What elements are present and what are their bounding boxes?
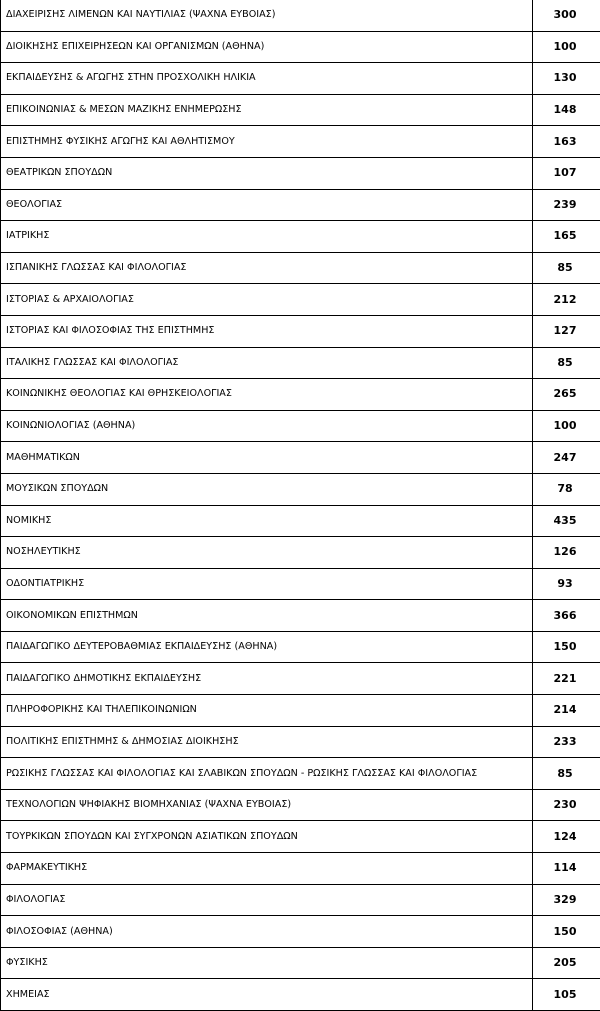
table-row	[1, 726, 600, 758]
table-row	[1, 758, 600, 790]
department-name: ΔΙΟΙΚΗΣΗΣ ΕΠΙΧΕΙΡΗΣΕΩΝ ΚΑΙ ΟΡΓΑΝΙΣΜΩΝ (ΑΘΗΝΑ)	[1, 31, 533, 63]
department-value: 100	[533, 31, 600, 63]
table-row	[1, 94, 600, 126]
table-row	[1, 473, 600, 505]
table-row	[1, 821, 600, 853]
department-value: 126	[533, 537, 600, 569]
table-row	[1, 442, 600, 474]
department-name: ΦΥΣΙΚΗΣ	[1, 947, 533, 979]
table-row	[1, 126, 600, 158]
department-value: 435	[533, 505, 600, 537]
department-name: ΝΟΣΗΛΕΥΤΙΚΗΣ	[1, 537, 533, 569]
table-row	[1, 379, 600, 411]
table-row	[1, 979, 600, 1011]
department-name: ΜΟΥΣΙΚΩΝ ΣΠΟΥΔΩΝ	[1, 473, 533, 505]
department-value: 300	[533, 0, 600, 31]
table-row	[1, 157, 600, 189]
table-row	[1, 31, 600, 63]
table-row	[1, 884, 600, 916]
department-name: ΠΛΗΡΟΦΟΡΙΚΗΣ ΚΑΙ ΤΗΛΕΠΙΚΟΙΝΩΝΙΩΝ	[1, 695, 533, 727]
department-name: ΔΙΑΧΕΙΡΙΣΗΣ ΛΙΜΕΝΩΝ ΚΑΙ ΝΑΥΤΙΛΙΑΣ (ΨΑΧΝΑ ΕΥΒΟΙΑΣ)	[1, 0, 533, 31]
table-row	[1, 284, 600, 316]
department-name: ΘΕΑΤΡΙΚΩΝ ΣΠΟΥΔΩΝ	[1, 157, 533, 189]
table-row	[1, 853, 600, 885]
table-row	[1, 315, 600, 347]
table-row	[1, 600, 600, 632]
department-name: ΠΑΙΔΑΓΩΓΙΚΟ ΔΗΜΟΤΙΚΗΣ ΕΚΠΑΙΔΕΥΣΗΣ	[1, 663, 533, 695]
department-name: ΦΑΡΜΑΚΕΥΤΙΚΗΣ	[1, 853, 533, 885]
department-name: ΠΑΙΔΑΓΩΓΙΚΟ ΔΕΥΤΕΡΟΒΑΘΜΙΑΣ ΕΚΠΑΙΔΕΥΣΗΣ (ΑΘΗΝΑ)	[1, 631, 533, 663]
table-body	[1, 0, 600, 1011]
department-value: 163	[533, 126, 600, 158]
department-name: ΙΣΤΟΡΙΑΣ & ΑΡΧΑΙΟΛΟΓΙΑΣ	[1, 284, 533, 316]
department-value: 127	[533, 315, 600, 347]
department-value: 165	[533, 221, 600, 253]
department-name: ΙΤΑΛΙΚΗΣ ΓΛΩΣΣΑΣ ΚΑΙ ΦΙΛΟΛΟΓΙΑΣ	[1, 347, 533, 379]
department-value: 233	[533, 726, 600, 758]
table-row	[1, 221, 600, 253]
department-value: 105	[533, 979, 600, 1011]
table-row	[1, 0, 600, 31]
table-row	[1, 347, 600, 379]
department-name: ΡΩΣΙΚΗΣ ΓΛΩΣΣΑΣ ΚΑΙ ΦΙΛΟΛΟΓΙΑΣ ΚΑΙ ΣΛΑΒΙΚΩΝ ΣΠΟΥΔΩΝ - ΡΩΣΙΚΗΣ ΓΛΩΣΣΑΣ ΚΑΙ ΦΙΛΟΛΟΓΙΑΣ	[1, 758, 533, 790]
department-name: ΟΙΚΟΝΟΜΙΚΩΝ ΕΠΙΣΤΗΜΩΝ	[1, 600, 533, 632]
department-value: 212	[533, 284, 600, 316]
table-row	[1, 663, 600, 695]
department-value: 100	[533, 410, 600, 442]
table-row	[1, 695, 600, 727]
table-row	[1, 631, 600, 663]
department-value: 85	[533, 347, 600, 379]
department-name: ΕΠΙΚΟΙΝΩΝΙΑΣ & ΜΕΣΩΝ ΜΑΖΙΚΗΣ ΕΝΗΜΕΡΩΣΗΣ	[1, 94, 533, 126]
table-row	[1, 189, 600, 221]
department-value: 247	[533, 442, 600, 474]
department-name: ΧΗΜΕΙΑΣ	[1, 979, 533, 1011]
department-name: ΝΟΜΙΚΗΣ	[1, 505, 533, 537]
department-value: 85	[533, 758, 600, 790]
department-name: ΙΣΠΑΝΙΚΗΣ ΓΛΩΣΣΑΣ ΚΑΙ ΦΙΛΟΛΟΓΙΑΣ	[1, 252, 533, 284]
department-name: ΟΔΟΝΤΙΑΤΡΙΚΗΣ	[1, 568, 533, 600]
table-row	[1, 568, 600, 600]
department-name: ΦΙΛΟΛΟΓΙΑΣ	[1, 884, 533, 916]
department-name: ΙΑΤΡΙΚΗΣ	[1, 221, 533, 253]
department-value: 93	[533, 568, 600, 600]
department-name: ΤΟΥΡΚΙΚΩΝ ΣΠΟΥΔΩΝ ΚΑΙ ΣΥΓΧΡΟΝΩΝ ΑΣΙΑΤΙΚΩΝ ΣΠΟΥΔΩΝ	[1, 821, 533, 853]
department-value: 221	[533, 663, 600, 695]
department-value: 107	[533, 157, 600, 189]
department-value: 366	[533, 600, 600, 632]
department-name: ΚΟΙΝΩΝΙΟΛΟΓΙΑΣ (ΑΘΗΝΑ)	[1, 410, 533, 442]
department-value: 85	[533, 252, 600, 284]
department-name: ΜΑΘΗΜΑΤΙΚΩΝ	[1, 442, 533, 474]
department-value: 230	[533, 789, 600, 821]
department-name: ΕΠΙΣΤΗΜΗΣ ΦΥΣΙΚΗΣ ΑΓΩΓΗΣ ΚΑΙ ΑΘΛΗΤΙΣΜΟΥ	[1, 126, 533, 158]
department-name: ΦΙΛΟΣΟΦΙΑΣ (ΑΘΗΝΑ)	[1, 916, 533, 948]
table-row	[1, 537, 600, 569]
department-value: 150	[533, 631, 600, 663]
department-name: ΚΟΙΝΩΝΙΚΗΣ ΘΕΟΛΟΓΙΑΣ ΚΑΙ ΘΡΗΣΚΕΙΟΛΟΓΙΑΣ	[1, 379, 533, 411]
department-value: 78	[533, 473, 600, 505]
department-name: ΙΣΤΟΡΙΑΣ ΚΑΙ ΦΙΛΟΣΟΦΙΑΣ ΤΗΣ ΕΠΙΣΤΗΜΗΣ	[1, 315, 533, 347]
department-value: 239	[533, 189, 600, 221]
table-row	[1, 947, 600, 979]
table-row	[1, 789, 600, 821]
department-value: 205	[533, 947, 600, 979]
table-row	[1, 252, 600, 284]
department-value: 214	[533, 695, 600, 727]
table-row	[1, 916, 600, 948]
department-name: ΤΕΧΝΟΛΟΓΙΩΝ ΨΗΦΙΑΚΗΣ ΒΙΟΜΗΧΑΝΙΑΣ (ΨΑΧΝΑ ΕΥΒΟΙΑΣ)	[1, 789, 533, 821]
table-row	[1, 410, 600, 442]
department-value: 130	[533, 63, 600, 95]
department-value: 114	[533, 853, 600, 885]
department-value: 265	[533, 379, 600, 411]
table-row	[1, 63, 600, 95]
table-row	[1, 505, 600, 537]
department-name: ΠΟΛΙΤΙΚΗΣ ΕΠΙΣΤΗΜΗΣ & ΔΗΜΟΣΙΑΣ ΔΙΟΙΚΗΣΗΣ	[1, 726, 533, 758]
department-value: 124	[533, 821, 600, 853]
department-value: 329	[533, 884, 600, 916]
department-name: ΕΚΠΑΙΔΕΥΣΗΣ & ΑΓΩΓΗΣ ΣΤΗΝ ΠΡΟΣΧΟΛΙΚΗ ΗΛΙΚΙΑ	[1, 63, 533, 95]
department-value: 150	[533, 916, 600, 948]
department-value: 148	[533, 94, 600, 126]
department-name: ΘΕΟΛΟΓΙΑΣ	[1, 189, 533, 221]
